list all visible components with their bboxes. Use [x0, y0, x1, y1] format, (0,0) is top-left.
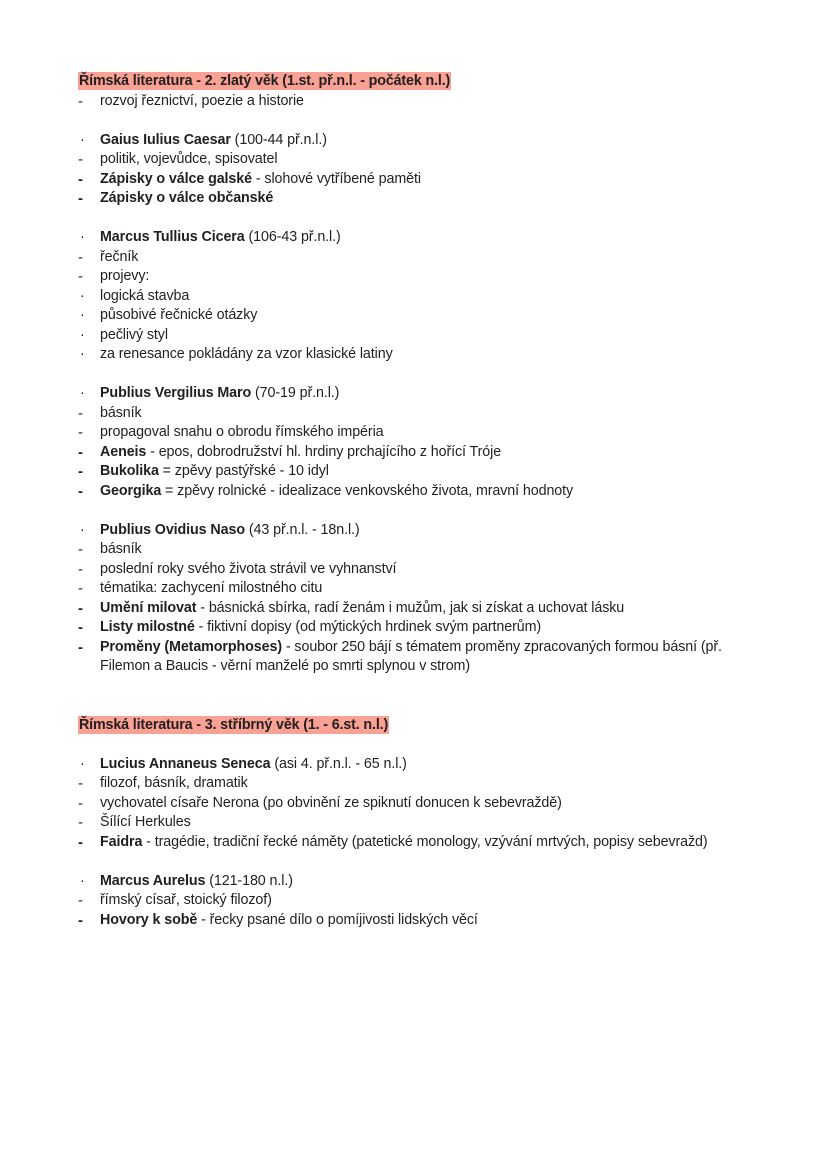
bullet-dash-icon: - [78, 190, 83, 207]
bullet-dash-icon: - [78, 833, 83, 851]
section-heading [78, 72, 768, 92]
line-text: Šílící Herkules [100, 814, 191, 830]
author-dates: (70-19 př.n.l.) [251, 385, 340, 401]
list-item [78, 462, 768, 482]
line-text: - tragédie, tradiční řecké náměty (patetické monology, vzývání mrtvých, popisy sebevražd) [142, 833, 708, 850]
line-text: řečník [100, 248, 139, 265]
line-text: poslední roky svého života strávil ve vyhnanství [100, 560, 397, 577]
bullet-dash-icon: - [78, 268, 83, 285]
bullet-dash-icon: - [78, 794, 83, 812]
line-text: vychovatel císaře Nerona (po obvinění ze spiknutí donucen k sebevraždě) [100, 794, 562, 811]
list-item [78, 618, 768, 638]
line-text: básník [100, 404, 142, 421]
author-dates: (100-44 př.n.l.) [230, 131, 327, 148]
bullet-dash-icon: - [78, 424, 83, 441]
line-text: propagoval snahu o obrodu římského impéria [100, 424, 384, 440]
line-text: logická stavba [100, 287, 190, 304]
bullet-dash-icon: - [78, 170, 83, 188]
bullet-dot-icon: · [80, 131, 85, 148]
bullet-dash-icon: - [78, 541, 83, 558]
bullet-dot-icon: · [80, 326, 85, 343]
author-dates: (121-180 n.l.) [205, 872, 293, 889]
author-entry [78, 131, 768, 209]
bullet-dash-icon: - [78, 404, 83, 422]
work-title: Bukolika [100, 463, 159, 479]
work-title: Listy milostné [100, 619, 195, 635]
line-text: projevy: [100, 268, 150, 284]
author-heading [78, 755, 768, 775]
bullet-dash-icon: - [78, 775, 83, 792]
list-item [78, 638, 768, 677]
list-item [78, 540, 768, 560]
section-heading [78, 716, 768, 736]
line-text: působivé řečnické otázky [100, 307, 258, 323]
bullet-dash-icon: - [78, 482, 83, 500]
author-dates: (43 př.n.l. - 18n.l.) [244, 521, 360, 538]
list-item [78, 170, 768, 190]
section-gap [78, 677, 768, 716]
author-dates: (asi 4. př.n.l. - 65 n.l.) [270, 755, 407, 772]
vertical-spacer [78, 209, 768, 229]
vertical-spacer [78, 501, 768, 521]
author-entry [78, 755, 768, 853]
author-entry [78, 384, 768, 501]
line-text: za renesance pokládány za vzor klasické latiny [100, 346, 393, 362]
bullet-dot-icon: · [80, 346, 85, 362]
author-name: Lucius Annaneus Seneca [100, 755, 271, 772]
line-text: - slohové vytříbené paměti [251, 170, 421, 187]
bullet-dash-icon: - [78, 814, 83, 831]
line-text: = zpěvy rolnické - idealizace venkovského života, mravní hodnoty [161, 482, 574, 499]
work-title: Zápisky o válce občanské [100, 190, 274, 206]
vertical-spacer [78, 852, 768, 872]
list-item [78, 92, 768, 112]
bullet-dot-icon: · [80, 521, 85, 538]
line-text: - řecky psané dílo o pomíjivosti lidských věcí [197, 911, 478, 928]
line-text: tématika: zachycení milostného citu [100, 580, 323, 596]
heading-highlight: Římská literatura - 3. stříbrný věk (1. - 6.st. n.l.) [79, 716, 389, 733]
line-text: filozof, básník, dramatik [100, 775, 248, 791]
list-item [78, 423, 768, 443]
bullet-dot-icon: · [80, 755, 85, 772]
line-text: - fiktivní dopisy (od mýtických hrdinek svým partnerům) [194, 619, 542, 635]
line-text: pečlivý styl [100, 326, 168, 343]
line-text: - soubor 250 bájí s tématem proměny zpracovaných formou básní (př. Filemon a Baucis - věrní manželé po smrti splynou v strom) [100, 638, 722, 674]
bullet-dash-icon: - [78, 151, 83, 168]
work-title: Georgika [100, 482, 162, 499]
work-title: Hovory k sobě [100, 911, 198, 928]
bullet-dash-icon: - [78, 443, 83, 461]
bullet-dash-icon: - [78, 638, 83, 656]
bullet-dash-icon: - [78, 580, 83, 597]
author-entry [78, 521, 768, 677]
list-item [78, 248, 768, 268]
document-section [78, 716, 768, 931]
vertical-spacer [78, 111, 768, 131]
list-item [78, 794, 768, 814]
line-text: básník [100, 541, 142, 557]
bullet-dash-icon: - [78, 911, 83, 929]
bullet-dash-icon: - [78, 248, 83, 266]
list-item [78, 579, 768, 599]
list-item [78, 911, 768, 931]
author-name: Publius Vergilius Maro [100, 385, 252, 401]
list-item [78, 326, 768, 346]
bullet-dot-icon: · [80, 229, 85, 245]
list-item [78, 404, 768, 424]
vertical-spacer [78, 365, 768, 385]
list-item [78, 813, 768, 833]
line-text: rozvoj řeznictví, poezie a historie [100, 92, 304, 109]
list-item [78, 306, 768, 326]
author-name: Marcus Aurelus [100, 872, 206, 889]
author-heading [78, 131, 768, 151]
bullet-dash-icon: - [78, 619, 83, 636]
bullet-dot-icon: · [80, 307, 85, 323]
author-heading [78, 228, 768, 248]
section-intro-list [78, 92, 768, 112]
vertical-spacer [78, 735, 768, 755]
list-item [78, 833, 768, 853]
list-item [78, 774, 768, 794]
author-heading [78, 384, 768, 404]
list-item [78, 560, 768, 580]
list-item [78, 599, 768, 619]
author-entry [78, 228, 768, 365]
list-item [78, 189, 768, 209]
work-title: Proměny (Metamorphoses) [100, 638, 283, 655]
bullet-dash-icon: - [78, 92, 83, 110]
line-text: - epos, dobrodružství hl. hrdiny prchajícího z hořící Tróje [146, 443, 502, 460]
bullet-dot-icon: · [80, 872, 85, 889]
work-title: Umění milovat [100, 599, 197, 616]
bullet-dash-icon: - [78, 463, 83, 480]
bullet-dash-icon: - [78, 560, 83, 578]
line-text: politik, vojevůdce, spisovatel [100, 151, 278, 167]
line-text: - básnická sbírka, radí ženám i mužům, jak si získat a uchovat lásku [196, 599, 625, 616]
work-title: Faidra [100, 833, 143, 850]
document-body [78, 72, 768, 930]
heading-highlight: Římská literatura - 2. zlatý věk (1.st. př.n.l. - počátek n.l.) [79, 73, 451, 89]
bullet-dash-icon: - [78, 599, 83, 617]
list-item [78, 891, 768, 911]
list-item [78, 443, 768, 463]
author-name: Gaius Iulius Caesar [100, 131, 231, 148]
line-text: = zpěvy pastýřské - 10 idyl [158, 463, 329, 479]
author-entry [78, 872, 768, 931]
bullet-dash-icon: - [78, 892, 83, 909]
author-name: Marcus Tullius Cicera [100, 229, 245, 245]
bullet-dot-icon: · [80, 385, 85, 401]
bullet-dot-icon: · [80, 287, 85, 304]
work-title: Aeneis [100, 443, 147, 460]
list-item [78, 287, 768, 307]
author-name: Publius Ovidius Naso [100, 521, 245, 538]
list-item [78, 345, 768, 365]
line-text: římský císař, stoický filozof) [100, 892, 272, 908]
document-section [78, 72, 768, 677]
author-heading [78, 521, 768, 541]
list-item [78, 482, 768, 502]
work-title: Zápisky o válce galské [100, 170, 252, 187]
author-heading [78, 872, 768, 892]
author-dates: (106-43 př.n.l.) [244, 229, 341, 245]
list-item [78, 150, 768, 170]
list-item [78, 267, 768, 287]
